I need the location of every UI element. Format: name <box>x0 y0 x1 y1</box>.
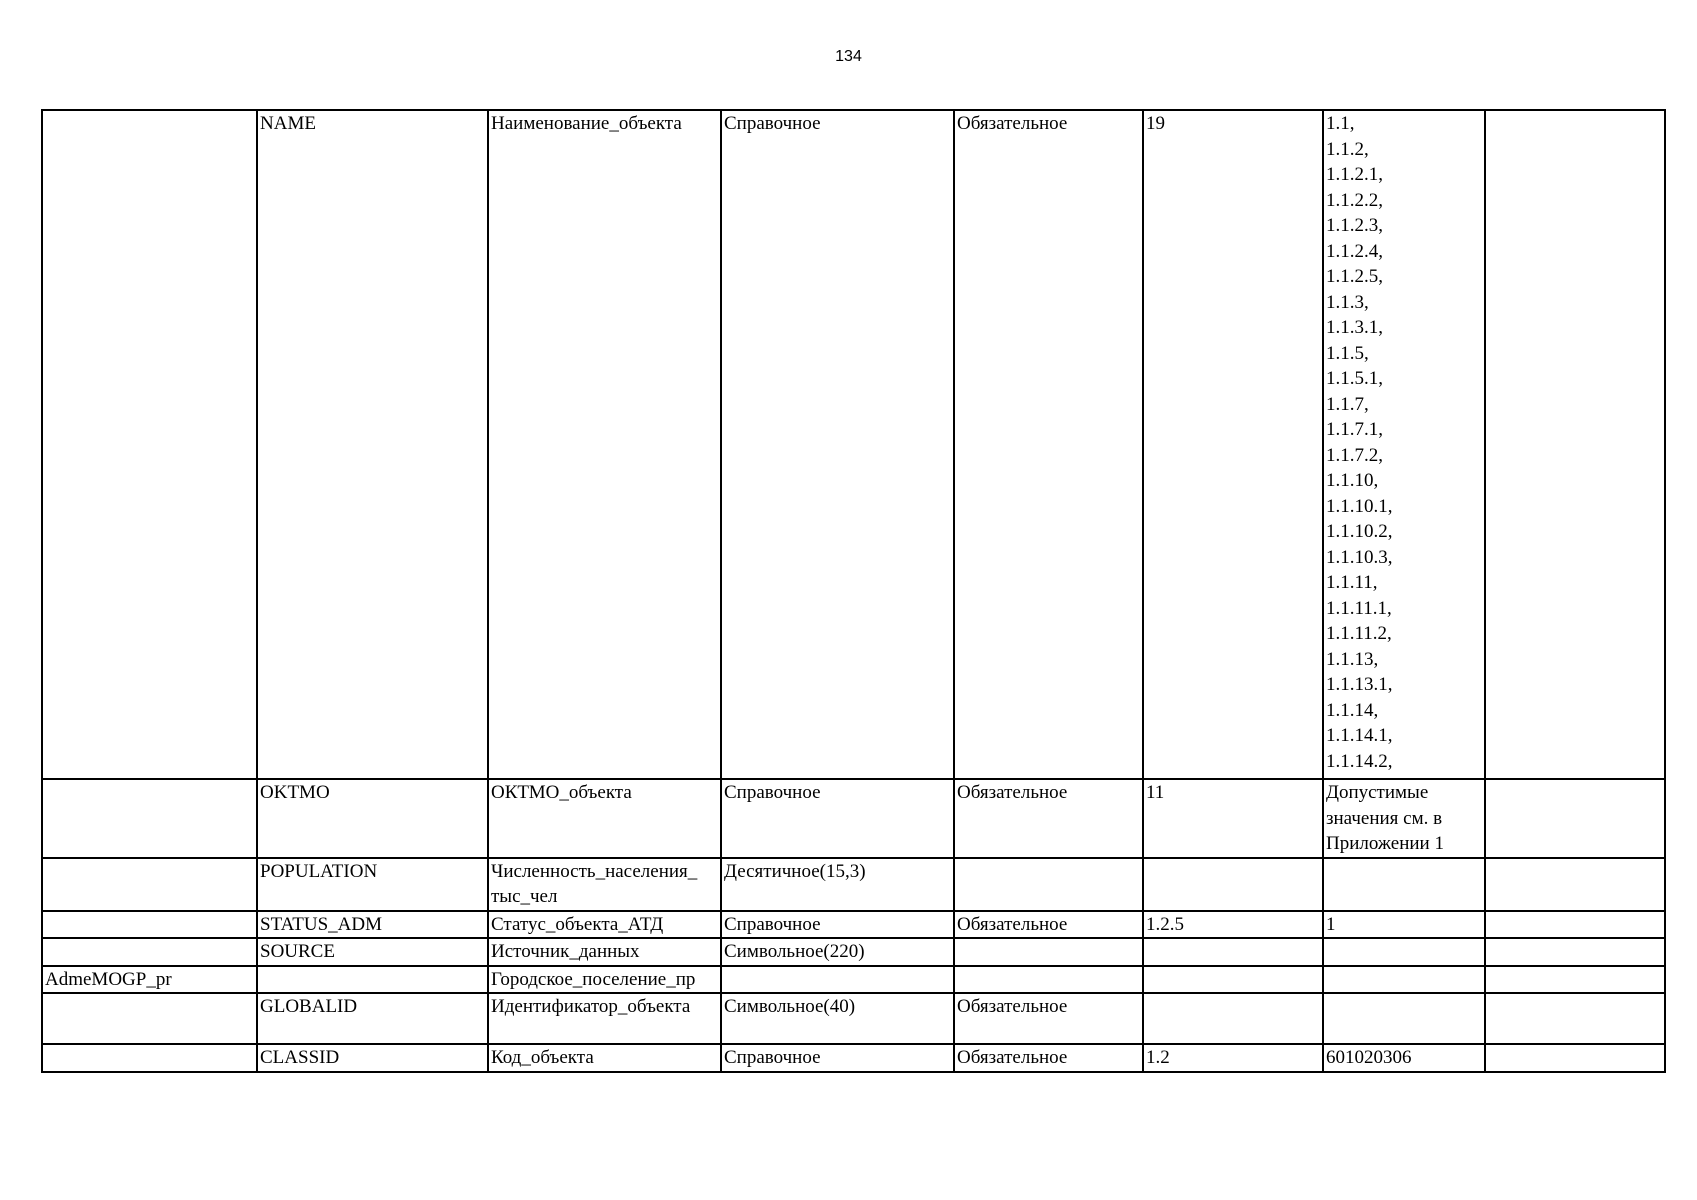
table-cell-type: Символьное(40) <box>721 993 954 1044</box>
table-cell-layer <box>42 993 257 1044</box>
table-cell-reference: 11 <box>1143 779 1323 858</box>
value-line: 1.1.2.2, <box>1326 189 1383 211</box>
table-cell-requirement <box>954 858 1143 911</box>
table-cell-values: 601020306 <box>1323 1044 1485 1072</box>
table-cell-field-name <box>257 966 488 994</box>
table-cell-layer <box>42 858 257 911</box>
value-line: 1.1.2.4, <box>1326 240 1383 262</box>
alias-line: тыс_чел <box>491 886 558 907</box>
table-cell-values <box>1323 110 1485 779</box>
table-cell-field-name: GLOBALID <box>257 993 488 1044</box>
value-line: 1.1.11.1, <box>1326 597 1392 619</box>
table-cell-type: Справочное <box>721 1044 954 1072</box>
value-line: 1.1.7.1, <box>1326 419 1383 440</box>
table-row <box>42 911 1665 939</box>
value-line: 1.1.2, <box>1326 138 1369 160</box>
table-cell-note <box>1485 938 1665 966</box>
table-cell-field-name: NAME <box>257 110 488 779</box>
table-cell-layer <box>42 779 257 858</box>
table-cell-note <box>1485 858 1665 911</box>
value-line: 1.1.10.1, <box>1326 495 1393 517</box>
value-line: 1.1.2.3, <box>1326 215 1383 236</box>
table-cell-alias: Статус_объекта_АТД <box>488 911 721 939</box>
table-cell-reference: 19 <box>1143 110 1323 779</box>
table-cell-reference: 1.2.5 <box>1143 911 1323 939</box>
table-cell-layer: AdmeMOGP_pr <box>42 966 257 994</box>
table-cell-layer <box>42 911 257 939</box>
value-line: 1.1.13, <box>1326 648 1379 670</box>
value-line: 1.1.2.5, <box>1326 266 1383 287</box>
value-line: Допустимые <box>1326 782 1429 803</box>
table-cell-field-name: CLASSID <box>257 1044 488 1072</box>
table-cell-values <box>1323 779 1485 858</box>
table-cell-type: Справочное <box>721 110 954 779</box>
value-line: 1.1.14.1, <box>1326 725 1393 746</box>
table-cell-reference <box>1143 938 1323 966</box>
alias-line: Численность_населения_ <box>491 860 698 882</box>
value-line: 1.1.5, <box>1326 342 1369 364</box>
table-cell-field-name: POPULATION <box>257 858 488 911</box>
table-cell-note <box>1485 1044 1665 1072</box>
table-cell-values <box>1323 966 1485 994</box>
table-cell-note <box>1485 110 1665 779</box>
table-row <box>42 966 1665 994</box>
value-line: 1.1.3, <box>1326 291 1369 313</box>
table-cell-field-name: OKTMO <box>257 779 488 858</box>
table-cell-alias: Источник_данных <box>488 938 721 966</box>
table-cell-requirement: Обязательное <box>954 110 1143 779</box>
table-cell-values <box>1323 938 1485 966</box>
value-line: 1.1.14.2, <box>1326 750 1393 772</box>
table-cell-requirement: Обязательное <box>954 779 1143 858</box>
table-cell-layer <box>42 938 257 966</box>
table-row <box>42 110 1665 779</box>
value-line: 1.1.3.1, <box>1326 317 1383 338</box>
table-cell-requirement <box>954 966 1143 994</box>
table-row <box>42 938 1665 966</box>
table-cell-field-name: SOURCE <box>257 938 488 966</box>
table-cell-reference: 1.2 <box>1143 1044 1323 1072</box>
table-cell-reference <box>1143 858 1323 911</box>
table-cell-note <box>1485 911 1665 939</box>
value-line: 1.1.10, <box>1326 470 1379 491</box>
table-cell-requirement: Обязательное <box>954 993 1143 1044</box>
table-cell-alias: Идентификатор_объекта <box>488 993 721 1044</box>
table-cell-note <box>1485 993 1665 1044</box>
value-line: 1.1.14, <box>1326 699 1379 721</box>
value-line: 1.1.7.2, <box>1326 444 1383 466</box>
table-cell-values <box>1323 858 1485 911</box>
value-line: 1.1.11, <box>1326 572 1378 593</box>
table-cell-requirement: Обязательное <box>954 911 1143 939</box>
value-line: 1.1.13.1, <box>1326 674 1393 695</box>
table-cell-values: 1 <box>1323 911 1485 939</box>
table-cell-reference <box>1143 966 1323 994</box>
table-cell-alias: ОКТМО_объекта <box>488 779 721 858</box>
value-line: 1.1.7, <box>1326 393 1369 415</box>
table-cell-layer <box>42 110 257 779</box>
table-row <box>42 1044 1665 1072</box>
value-line: значения см. в <box>1326 807 1443 829</box>
table-cell-alias: Городское_поселение_пр <box>488 966 721 994</box>
attribute-table <box>41 109 1666 1073</box>
value-line: Приложении 1 <box>1326 833 1444 854</box>
value-line: 1.1, <box>1326 113 1355 134</box>
value-line: 1.1.5.1, <box>1326 368 1383 389</box>
table-cell-alias <box>488 858 721 911</box>
table-cell-alias: Код_объекта <box>488 1044 721 1072</box>
table-cell-layer <box>42 1044 257 1072</box>
table-cell-type: Символьное(220) <box>721 938 954 966</box>
table-cell-type: Десятичное(15,3) <box>721 858 954 911</box>
table-cell-type: Справочное <box>721 911 954 939</box>
table-row <box>42 779 1665 858</box>
table-cell-reference <box>1143 993 1323 1044</box>
table-row <box>42 858 1665 911</box>
value-line: 1.1.10.2, <box>1326 521 1393 542</box>
table-cell-note <box>1485 779 1665 858</box>
value-line: 1.1.10.3, <box>1326 546 1393 568</box>
table-cell-type <box>721 966 954 994</box>
value-line: 1.1.11.2, <box>1326 623 1392 644</box>
table-cell-note <box>1485 966 1665 994</box>
value-line: 1.1.2.1, <box>1326 164 1383 185</box>
table-cell-requirement: Обязательное <box>954 1044 1143 1072</box>
table-cell-alias: Наименование_объекта <box>488 110 721 779</box>
page-number: 134 <box>835 48 862 65</box>
table-cell-values <box>1323 993 1485 1044</box>
table-cell-type: Справочное <box>721 779 954 858</box>
table-row <box>42 993 1665 1044</box>
table-cell-requirement <box>954 938 1143 966</box>
table-cell-field-name: STATUS_ADM <box>257 911 488 939</box>
